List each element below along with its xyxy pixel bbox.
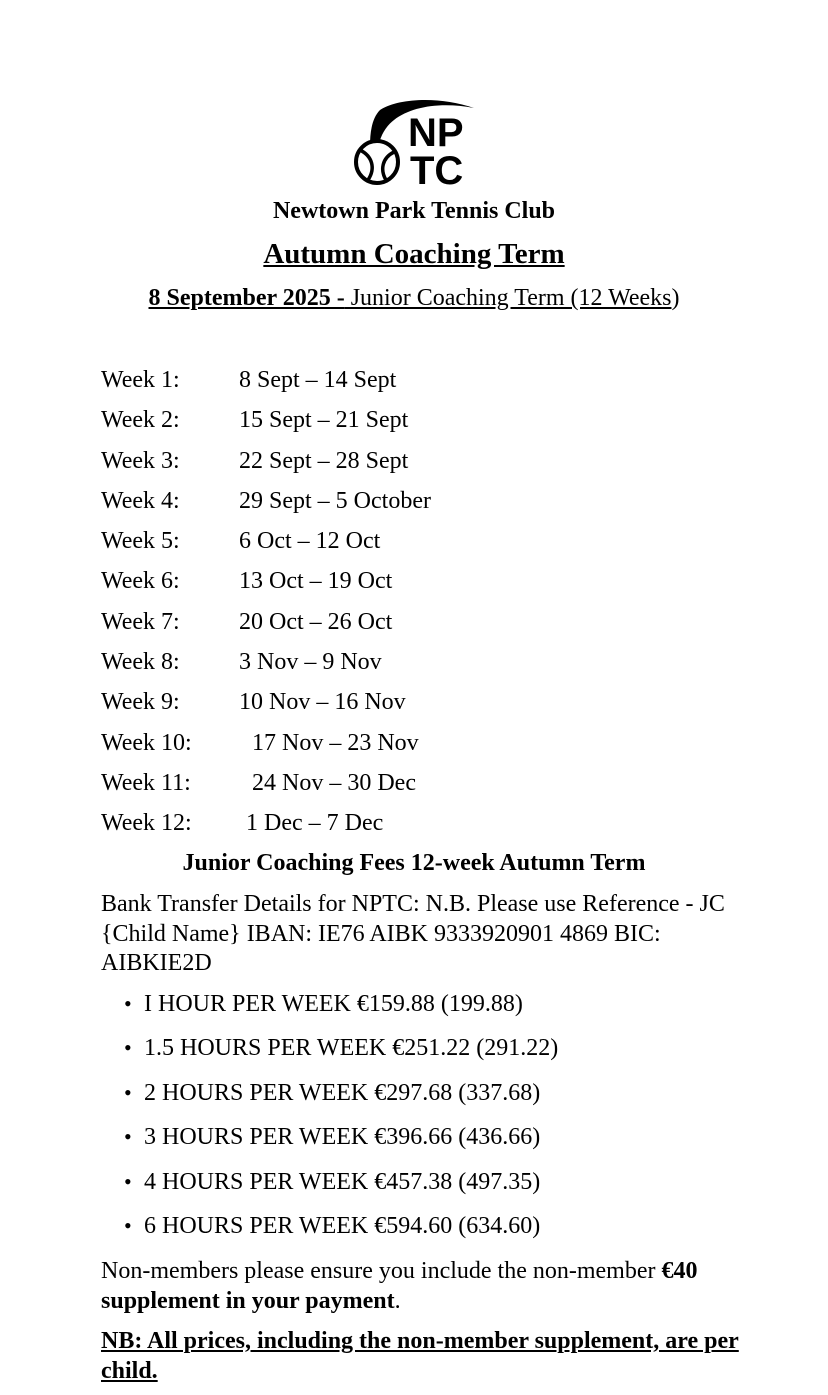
non-member-supplement: €40 supplement in your payment xyxy=(101,1258,698,1314)
week-label: Week 12: xyxy=(101,810,192,837)
club-logo xyxy=(350,96,478,192)
week-row xyxy=(101,445,601,485)
week-range: 13 Oct – 19 Oct xyxy=(239,568,393,595)
bullet-icon: • xyxy=(124,1079,132,1105)
list-item xyxy=(124,1032,558,1076)
list-item xyxy=(124,1121,558,1165)
week-range: 8 Sept – 14 Sept xyxy=(239,367,397,393)
bank-transfer-details: Bank Transfer Details for NPTC: N.B. Please use Reference - JC {Child Name} IBAN: IE76 AIBK 9333920901 4869 BIC: AIBKIE2D xyxy=(101,891,725,976)
week-label: Week 5: xyxy=(101,528,180,555)
week-label: Week 11: xyxy=(101,769,191,796)
bullet-icon: • xyxy=(124,991,132,1016)
fee-item-text: I HOUR PER WEEK €159.88 (199.88) xyxy=(144,991,523,1017)
week-label: Week 1: xyxy=(101,367,180,393)
term-title: Autumn Coaching Term xyxy=(263,238,565,270)
term-start-line xyxy=(0,285,828,312)
list-item xyxy=(124,1210,558,1254)
logo-text-np: NP xyxy=(408,111,464,155)
fee-item-text: 2 HOURS PER WEEK €297.68 (337.68) xyxy=(144,1079,541,1106)
bullet-icon: • xyxy=(124,1212,132,1238)
week-row xyxy=(101,727,601,767)
list-item xyxy=(124,1077,558,1121)
non-member-text: Non-members please ensure you include the non-member xyxy=(101,1258,662,1284)
week-label: Week 4: xyxy=(101,487,180,514)
week-label: Week 6: xyxy=(101,568,180,595)
term-start-date: 8 September 2025 - xyxy=(148,285,345,311)
week-row xyxy=(101,525,601,565)
week-row xyxy=(101,404,601,444)
week-range: 17 Nov – 23 Nov xyxy=(252,729,419,756)
fee-item-text: 1.5 HOURS PER WEEK €251.22 (291.22) xyxy=(144,1035,559,1062)
week-label: Week 3: xyxy=(101,447,180,474)
week-row xyxy=(101,606,601,646)
non-member-note xyxy=(101,1256,741,1316)
week-row xyxy=(101,364,601,404)
logo-text-tc: TC xyxy=(410,149,464,192)
week-label: Week 2: xyxy=(101,407,180,434)
week-label: Week 9: xyxy=(101,689,180,716)
week-row xyxy=(101,686,601,726)
week-range: 24 Nov – 30 Dec xyxy=(252,769,416,796)
fee-item-text: 3 HOURS PER WEEK €396.66 (436.66) xyxy=(144,1124,541,1151)
term-start-close: ) xyxy=(671,285,680,311)
fee-item-text: 6 HOURS PER WEEK €594.60 (634.60) xyxy=(144,1212,541,1239)
week-row xyxy=(101,485,601,525)
week-label: Week 8: xyxy=(101,649,180,676)
week-range: 29 Sept – 5 October xyxy=(239,487,431,514)
non-member-end: . xyxy=(394,1288,401,1314)
week-range: 1 Dec – 7 Dec xyxy=(246,810,384,837)
week-range: 3 Nov – 9 Nov xyxy=(239,649,382,676)
week-range: 6 Oct – 12 Oct xyxy=(239,528,381,555)
week-row xyxy=(101,565,601,605)
week-range: 20 Oct – 26 Oct xyxy=(239,608,393,635)
list-item xyxy=(124,988,558,1032)
fee-item-text: 4 HOURS PER WEEK €457.38 (497.35) xyxy=(144,1168,541,1195)
bullet-icon: • xyxy=(124,1168,132,1194)
week-range: 10 Nov – 16 Nov xyxy=(239,689,406,716)
bullet-icon: • xyxy=(124,1124,132,1150)
list-item xyxy=(124,1166,558,1210)
week-label: Week 7: xyxy=(101,608,180,635)
week-row xyxy=(101,646,601,686)
club-name: Newtown Park Tennis Club xyxy=(272,198,556,224)
week-range: 22 Sept – 28 Sept xyxy=(239,447,409,474)
week-label: Week 10: xyxy=(101,729,192,756)
term-start-desc: Junior Coaching Term (12 Weeks xyxy=(344,285,672,311)
fee-list xyxy=(124,988,558,1254)
week-schedule xyxy=(101,364,601,848)
fees-title: Junior Coaching Fees 12-week Autumn Term xyxy=(182,850,646,876)
week-row xyxy=(101,767,601,807)
week-range: 15 Sept – 21 Sept xyxy=(239,407,409,434)
week-row xyxy=(101,807,601,847)
bullet-icon: • xyxy=(124,1035,132,1061)
per-child-note: NB: All prices, including the non-member supplement, are per child. xyxy=(101,1328,739,1384)
